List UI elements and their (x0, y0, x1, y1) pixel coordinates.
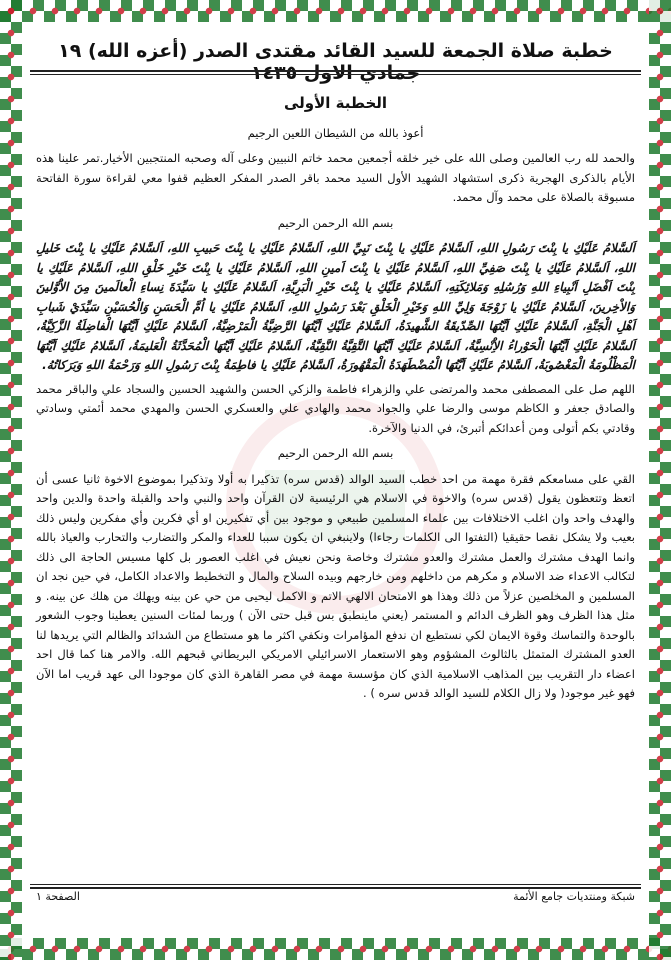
footer-divider-thin (30, 884, 641, 885)
header-divider-thin (30, 74, 641, 75)
basmala-line-second: بسم الله الرحمن الرحيم (277, 446, 394, 460)
prayer-paragraph: اللهم صل على المصطفى محمد والمرتضى علي والزهراء فاطمة والزكي الحسن والشهيد الحسين والسجاد علي والباقر محمد والصادق جعفر و الكاظم موسى والرضا علي والجواد محمد والهادي علي والعسكري الحسن والمهدي محمد أئمتي وسادتي وقادتي بكم أتولى ومن أعدائكم أتبرئ، في الدنيا والآخرة. (36, 381, 635, 435)
salutations-paragraph: اَلسَّلامُ عَلَيْكِ يا بِنْتَ رَسُولِ اللهِ، اَلسَّلامُ عَلَيْكِ يا بِنْتَ نَبِيِّ اللهِ، اَلسَّلامُ عَلَيْكِ يا بِنْتَ حَبيبِ اللهِ، اَلسَّلامُ عَلَيْكِ يا بِنْتَ خَليلِ اللهِ، اَلسَّلامُ عَلَيْكِ يا بِنْتَ صَفِيِّ اللهِ، اَلسَّلامُ عَلَيْكِ يا بِنْتَ اَمينِ اللهِ، اَلسَّلامُ عَلَيْكِ يا بِنْتَ خَيْرِ خَلْقِ اللهِ، اَلسَّلامُ عَلَيْكِ يا بِنْتَ اَفْضَلِ اَنْبِياءِ اللهِ وَرُسُلِهِ وَمَلائِكَتِهِ، اَلسَّلامُ عَلَيْكِ يا بِنْتَ خَيْرِ الْبَرِيَّةِ، اَلسَّلامُ عَلَيْكِ يا سَيِّدَةَ نِساءِ الْعالَمينَ مِنَ الاَْوَّلينَ وَالاْخِرينَ، اَلسَّلامُ عَلَيْكِ يا زَوْجَةَ وَلِيِّ اللهِ وَخَيْرِ الْخَلْقِ بَعْدَ رَسُولِ اللهِ، اَلسَّلامُ عَلَيْكِ يا اُمَّ الْحَسَنِ وَالْحُسَيْنِ سَيِّدَيْ شَبابِ اَهْلِ الْجَنَّةِ، اَلسَّلامُ عَلَيْكِ اَيَّتُهَا الصِّدّيقَةُ الشَّهيدَةُ، اَلسَّلامُ عَلَيْكِ اَيَّتُهَا الرَّضِيَّةُ الْمَرْضِيَّةُ، اَلسَّلامُ عَلَيْكِ اَيَّتُهَا الْفاضِلَةُ الزَّكِيَّةُ، اَلسَّلامُ عَلَيْكِ اَيَّتُهَا الْحَوْراءُ الاِْنْسِيَّةُ، اَلسَّلامُ عَلَيْكِ اَيَّتُهَا التَّقِيَّةُ النَّقِيَّةُ، اَلسَّلامُ عَلَيْكِ اَيَّتُهَا الْمُحَدَّثَةُ الْعَليمَةُ، اَلسَّلامُ عَلَيْكِ اَيَّتُهَا الْمَظْلُومَةُ الْمَغْصُوبَةُ، اَلسَّلامُ عَلَيْكِ اَيَّتُهَا الْمُضْطَهَدَةُ الْمَقْهُورَةُ، اَلسَّلامُ عَلَيْكِ يا فاطِمَةُ بِنْتَ رَسُولِ اللهِ وَرَحْمَةُ اللهِ وَبَرَكاتُهُ. (36, 241, 635, 372)
decorative-border-bottom (0, 938, 671, 960)
footer-divider (30, 887, 641, 889)
opening-paragraph: والحمد لله رب العالمين وصلى الله على خير خلقه أجمعين محمد خاتم النبيين وعلى آله وصحبه المنتجبين الأخيار.تمر علينا هذه الأيام بالذكرى الهجرية ذكرى استشهاد الشهيد الأول السيد محمد باقر الصدر المفكر العظيم قفوا معي لقراءة سورة الفاتحة مسبوقة بالصلاة على محمد وآل محمد. (36, 151, 635, 204)
basmala-line: بسم الله الرحمن الرحيم (277, 215, 394, 230)
isti3adha-line: أعوذ بالله من الشيطان اللعين الرجيم (247, 125, 424, 140)
decorative-border-left (0, 0, 22, 960)
decorative-border-top (0, 0, 671, 22)
document-title: خطبة صلاة الجمعة للسيد القائد مقتدى الصدر (أعزه الله) ١٩ جمادي الاول ١٤٣٥ (58, 40, 613, 84)
decorative-border-right (649, 0, 671, 960)
page-number: الصفحة ١ (36, 890, 80, 903)
body-paragraph: القي على مسامعكم فقرة مهمة من احد خطب السيد الوالد (قدس سره) تذكيرا به أولا وتذكيرا بموضوع الاخوة ثانيا عسى أن اتعظ وتتعظون يقول (قدس سره) والاخوة في الاسلام هي الرئيسية لان القرآن واحد والنبي واحد والقبلة واحدة والدين واحد والهدف واحد وان اغلب الاختلافات بين علماء المسلمين طبيعي و موجود بين أي تفكيرين او أي فكرين وأي مفكرين وليس ذلك بعيب ولا يشكل نقصا حقيقيا (التفتوا الى الكلمات رجاءا) ولاينبغي ان يكون سببا للعداء والمكر والتضارب والتحارب والعياذ بالله وانما الهدف مشترك والعمل مشترك والعدو مشترك وخاصة ونحن نعيش في اغلب العصور بل كلها مسيس الحاجة الى ذلك لتكالب الاعداء ضد الاسلام و مكرهم من داخلهم ومن خارجهم وبيده السلاح والمال و التخطيط والاعداد الكامل، في حين نجد ان المسلمين و المخلصين عزلاً من ذلك وهذا هو الامتحان الالهي الاتم و الاكمل ليحيى من حي عن بينه ويهلك من هلك عن بينه. و مثل هذا الظرف وهو الظرف الدائم و المستمر (يعني ماينطبق بس قبل حتى الآن ) وربما لمئات السنين يعطينا وجوب الشعور بالوحدة والتماسك وقوة الايمان لكي نستطيع ان ندفع المؤامرات ونكفي اكثر ما هو مستطاع من الشدائد والظالم التي يريدها لنا العدو المشترك المتمثل بالثالوث المشؤوم وهو الاستعمار الاسرائيلي الامريكي البريطاني قبحهم الله. والامر هنا كما قال احد اعضاء دار التقريب بين المذاهب الاسلامية الذي كان مؤسسة مهمة في مصر القاهرة الذي كان موجودا الى عهد قريب اما الآن فهو غير موجود( ولا زال الكلام للسيد الوالد قدس سره ) . (36, 471, 635, 700)
sermon-title: الخطبة الأولى (283, 94, 388, 112)
sermon-content (36, 88, 635, 710)
footer-network: شبكة ومنتديات جامع الأئمة (513, 890, 635, 903)
header-divider (30, 70, 641, 72)
